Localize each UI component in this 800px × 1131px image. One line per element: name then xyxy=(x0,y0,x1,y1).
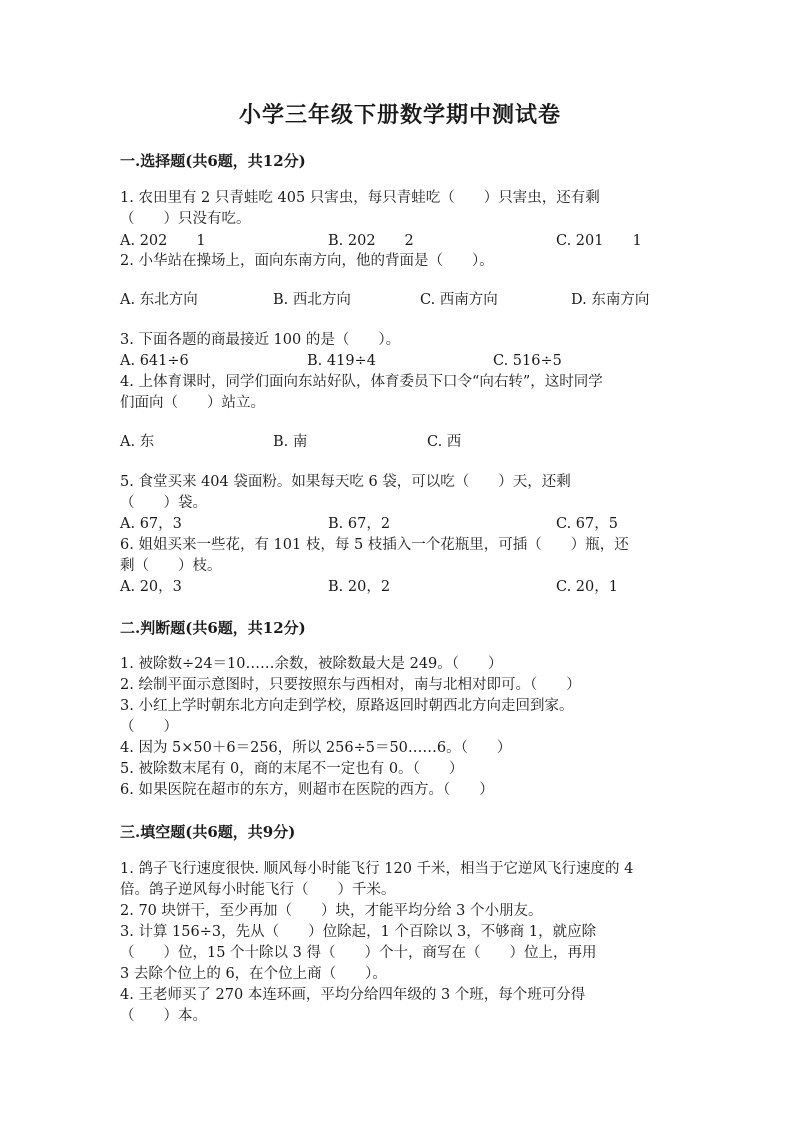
option-a: A. 641÷6 xyxy=(120,353,189,369)
option-a: A. 东 xyxy=(120,434,155,450)
option-b: B. 20，2 xyxy=(328,579,391,595)
question-text: （ ）位，15 个十除以 3 得（ ）个十，商写在（ ）位上，再用 xyxy=(120,945,597,961)
option-c: C. 西南方向 xyxy=(420,292,498,308)
question-text: 2. 70 块饼干，至少再加（ ）块，才能平均分给 3 个小朋友。 xyxy=(120,903,543,919)
question-text: 5. 被除数末尾有 0，商的末尾不一定也有 0。（ ） xyxy=(120,761,464,777)
question-text: 4. 因为 5×50＋6＝256，所以 256÷5＝50……6。（ ） xyxy=(120,740,512,756)
question-text: 3 去除个位上的 6，在个位上商（ ）。 xyxy=(120,966,387,982)
question-text: 1. 鸽子飞行速度很快. 顺风每小时能飞行 120 千米，相当于它逆风飞行速度的 4 xyxy=(120,861,634,877)
question-text: 2. 小华站在操场上，面向东南方向，他的背面是（ ）。 xyxy=(120,253,494,269)
option-d: D. 东南方向 xyxy=(571,292,650,308)
question-text: （ ）袋。 xyxy=(120,495,207,511)
question-text: 6. 如果医院在超市的东方，则超市在医院的西方。（ ） xyxy=(120,782,494,798)
question-text: 3. 小红上学时朝东北方向走到学校，原路返回时朝西北方向走回到家。 xyxy=(120,698,574,714)
option-a: A. 20，3 xyxy=(120,579,182,595)
section-heading-fill: 三.填空题(共6题，共9分) xyxy=(120,823,296,841)
page-title: 小学三年级下册数学期中测试卷 xyxy=(238,102,561,128)
question-text: 1. 农田里有 2 只青蛙吃 405 只害虫，每只青蛙吃（ ）只害虫，还有剩 xyxy=(120,190,600,206)
question-text: 3. 计算 156÷3，先从（ ）位除起，1 个百除以 3，不够商 1，就应除 xyxy=(120,924,597,940)
option-b: B. 南 xyxy=(273,434,308,450)
option-c: C. 201 1 xyxy=(556,233,642,249)
option-a: A. 67，3 xyxy=(120,516,182,532)
option-b: B. 西北方向 xyxy=(273,292,351,308)
question-text: 5. 食堂买来 404 袋面粉。如果每天吃 6 袋，可以吃（ ）天，还剩 xyxy=(120,474,571,490)
option-a: A. 东北方向 xyxy=(120,292,198,308)
question-text: 3. 下面各题的商最接近 100 的是（ ）。 xyxy=(120,332,401,348)
option-b: B. 67，2 xyxy=(328,516,391,532)
question-text: 1. 被除数÷24＝10……余数，被除数最大是 249。（ ） xyxy=(120,656,503,672)
option-c: C. 20，1 xyxy=(556,579,618,595)
question-text: 4. 王老师买了 270 本连环画，平均分给四年级的 3 个班，每个班可分得 xyxy=(120,987,586,1003)
section-heading-choice: 一.选择题(共6题，共12分) xyxy=(120,152,306,170)
question-text: （ ） xyxy=(120,719,178,735)
question-text: 4. 上体育课时，同学们面向东站好队，体育委员下口令“向右转”，这时同学 xyxy=(120,374,603,390)
option-c: C. 67，5 xyxy=(556,516,618,532)
section-heading-judgement: 二.判断题(共6题，共12分) xyxy=(120,619,306,637)
question-text: 2. 绘制平面示意图时，只要按照东与西相对，南与北相对即可。（ ） xyxy=(120,677,581,693)
option-b: B. 202 2 xyxy=(328,233,414,249)
question-text: 剩（ ）枝。 xyxy=(120,558,222,574)
question-text: 们面向（ ）站立。 xyxy=(120,395,265,411)
option-b: B. 419÷4 xyxy=(307,353,376,369)
option-c: C. 西 xyxy=(427,434,462,450)
question-text: （ ）本。 xyxy=(120,1008,207,1024)
question-text: （ ）只没有吃。 xyxy=(120,211,251,227)
option-a: A. 202 1 xyxy=(120,233,206,249)
question-text: 倍。鸽子逆风每小时能飞行（ ）千米。 xyxy=(120,882,396,898)
question-text: 6. 姐姐买来一些花，有 101 枝，每 5 枝插入一个花瓶里，可插（ ）瓶，还 xyxy=(120,537,629,553)
option-c: C. 516÷5 xyxy=(493,353,562,369)
